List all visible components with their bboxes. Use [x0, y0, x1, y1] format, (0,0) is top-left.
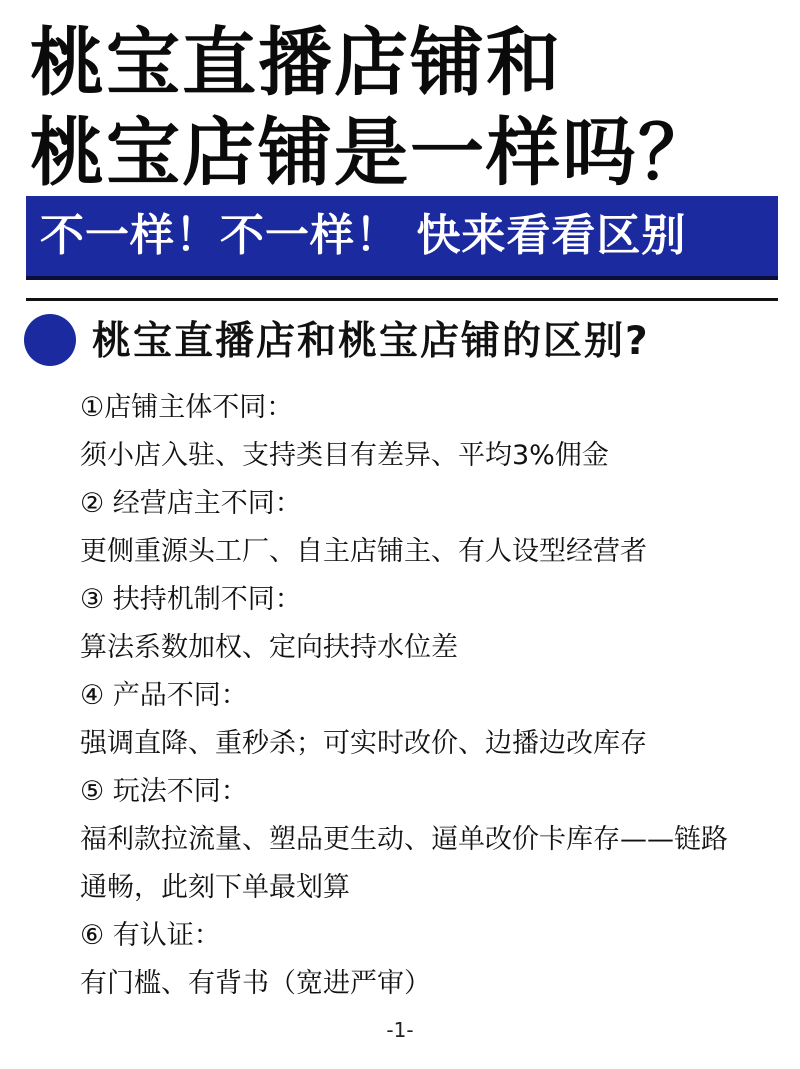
- section-heading: 桃宝直播店和桃宝店铺的区别?: [92, 319, 650, 364]
- list-item-label: ⑤ 玩法不同：: [80, 776, 248, 807]
- title-line-1: 桃宝直播店铺和: [30, 20, 562, 106]
- list-item-label: ③ 扶持机制不同：: [80, 584, 302, 615]
- list-item-label: ④ 产品不同：: [80, 680, 248, 711]
- list-item-desc: 须小店入驻、支持类目有差异、平均3%佣金: [80, 440, 609, 471]
- list-item-desc: 强调直降、重秒杀；可实时改价、边播边改库存: [80, 728, 647, 759]
- list-item-label: ①店铺主体不同：: [80, 392, 294, 423]
- title-line-2: 桃宝店铺是一样吗？: [30, 110, 714, 196]
- banner: [26, 196, 778, 280]
- divider: [26, 298, 778, 301]
- list-item-desc: 算法系数加权、定向扶持水位差: [80, 632, 458, 663]
- list-item-label: ② 经营店主不同：: [80, 488, 302, 519]
- difference-list: [80, 384, 770, 1008]
- page-title: [30, 18, 770, 198]
- list-item-label: ⑥ 有认证：: [80, 920, 221, 951]
- list-item-desc: 有门槛、有背书（宽进严审）: [80, 968, 431, 999]
- list-item-desc: 更侧重源头工厂、自主店铺主、有人设型经营者: [80, 536, 647, 567]
- page-number: -1-: [386, 1018, 414, 1042]
- list-item-desc: 福利款拉流量、塑品更生动、逼单改价卡库存——链路通畅，此刻下单最划算: [80, 824, 728, 903]
- banner-text: 不一样！不一样！ 快来看看区别: [40, 210, 687, 261]
- section-bullet-icon: [24, 314, 76, 366]
